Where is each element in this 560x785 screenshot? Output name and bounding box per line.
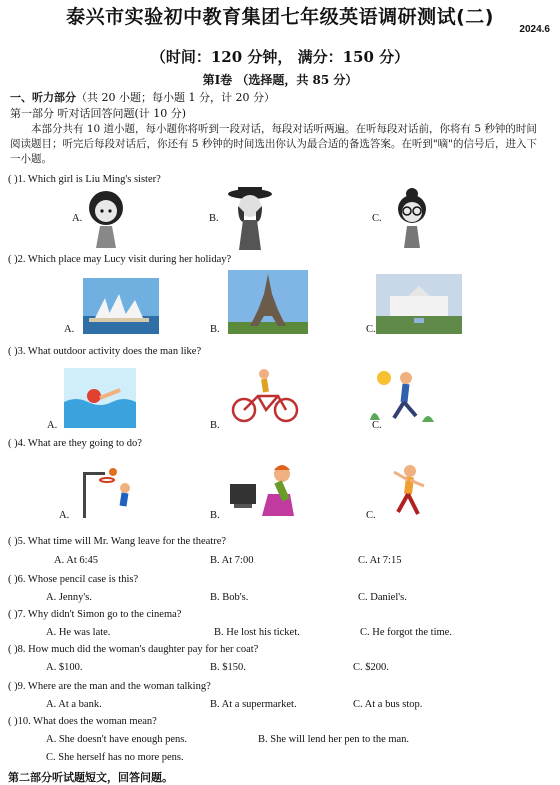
sydney-opera-house-image [83, 278, 159, 334]
listening-part-heading [10, 90, 275, 105]
q7-option-a: A. He was late. [46, 627, 111, 638]
q10-option-a: A. She doesn't have enough pens. [46, 734, 187, 745]
q6-option-b: B. Bob's. [210, 592, 249, 603]
q1-option-b: B. [209, 213, 219, 224]
listening-part-note: （共 20 小题；每小题 1 分，计 20 分） [76, 91, 275, 104]
q3-option-c: C. [372, 420, 382, 431]
question-6-stem: ( )6. Whose pencil case is this? [8, 574, 139, 585]
q9-option-a: A. At a bank. [46, 699, 102, 710]
listening-part-title: 一、听力部分 [10, 91, 76, 104]
question-2-stem: ( )2. Which place may Lucy visit during her holiday? [8, 254, 232, 265]
q4-option-c: C. [366, 510, 376, 521]
q6-option-a: A. Jenny's. [46, 592, 92, 603]
exam-title: 泰兴市实验初中教育集团七年级英语调研测试(二) [66, 6, 494, 28]
running-image [364, 366, 438, 426]
q5-option-c: C. At 7:15 [358, 555, 402, 566]
q10-option-b: B. She will lend her pen to the man. [258, 734, 410, 745]
exam-date: 2024.6 [519, 24, 550, 35]
q3-option-a: A. [47, 420, 58, 431]
q2-option-b: B. [210, 324, 220, 335]
white-house-image [376, 274, 462, 334]
q1-option-a: A. [72, 213, 83, 224]
exam-time-score: （时间：120 分钟， 满分：150 分） [150, 48, 410, 66]
q4-option-b: B. [210, 510, 220, 521]
q9-option-c: C. At a bus stop. [353, 699, 423, 710]
q7-option-b: B. He lost his ticket. [214, 627, 300, 638]
question-9-stem: ( )9. Where are the man and the woman talking? [8, 681, 211, 692]
swimming-image [64, 368, 136, 428]
watching-tv-image [228, 460, 300, 520]
q4-option-a: A. [59, 510, 70, 521]
question-7-stem: ( )7. Why didn't Simon go to the cinema? [8, 609, 182, 620]
q1-option-c: C. [372, 213, 382, 224]
q10-option-c: C. She herself has no more pens. [46, 752, 184, 763]
q2-option-a: A. [64, 324, 75, 335]
question-10-stem: ( )10. What does the woman mean? [8, 716, 157, 727]
question-3-stem: ( )3. What outdoor activity does the man like? [8, 346, 202, 357]
question-4-stem: ( )4. What are they going to do? [8, 438, 142, 449]
q3-option-b: B. [210, 420, 220, 431]
q6-option-c: C. Daniel's. [358, 592, 407, 603]
dancing-image [388, 462, 430, 520]
girl-c-image [388, 186, 436, 250]
girl-b-image [226, 184, 274, 252]
eiffel-tower-image [228, 270, 308, 334]
q8-option-a: A. $100. [46, 662, 83, 673]
next-part-heading: 第二部分听试题短文，回答问题。 [8, 771, 173, 784]
girl-a-image [82, 188, 130, 250]
q5-option-a: A. At 6:45 [54, 555, 99, 566]
section-heading: 第Ⅰ卷 （选择题，共 85 分） [202, 73, 358, 87]
q2-option-c: C. [366, 324, 376, 335]
q7-option-c: C. He forgot the time. [360, 627, 452, 638]
question-1-stem: ( )1. Which girl is Liu Ming's sister? [8, 174, 161, 185]
q9-option-b: B. At a supermarket. [210, 699, 297, 710]
question-5-stem: ( )5. What time will Mr. Wang leave for the theatre? [8, 536, 227, 547]
listening-instructions: 本部分共有 10 道小题，每小题你将听到一段对话，每段对话听两遍。在听每段对话前，你将有 5 秒钟的时间阅读题目；听完后每段对话后，你还有 5 秒钟的时间选出你认为最合适的备选答案。在听到"嘀"的信号后，进入下一小题。 [10, 123, 538, 165]
listening-subpart-title: 第一部分 听对话回答问题(计 10 分) [10, 107, 187, 120]
q5-option-b: B. At 7:00 [210, 555, 254, 566]
basketball-image [77, 464, 143, 520]
q8-option-c: C. $200. [353, 662, 389, 673]
q8-option-b: B. $150. [210, 662, 246, 673]
question-8-stem: ( )8. How much did the woman's daughter pay for her coat? [8, 644, 259, 655]
cycling-image [228, 366, 302, 424]
